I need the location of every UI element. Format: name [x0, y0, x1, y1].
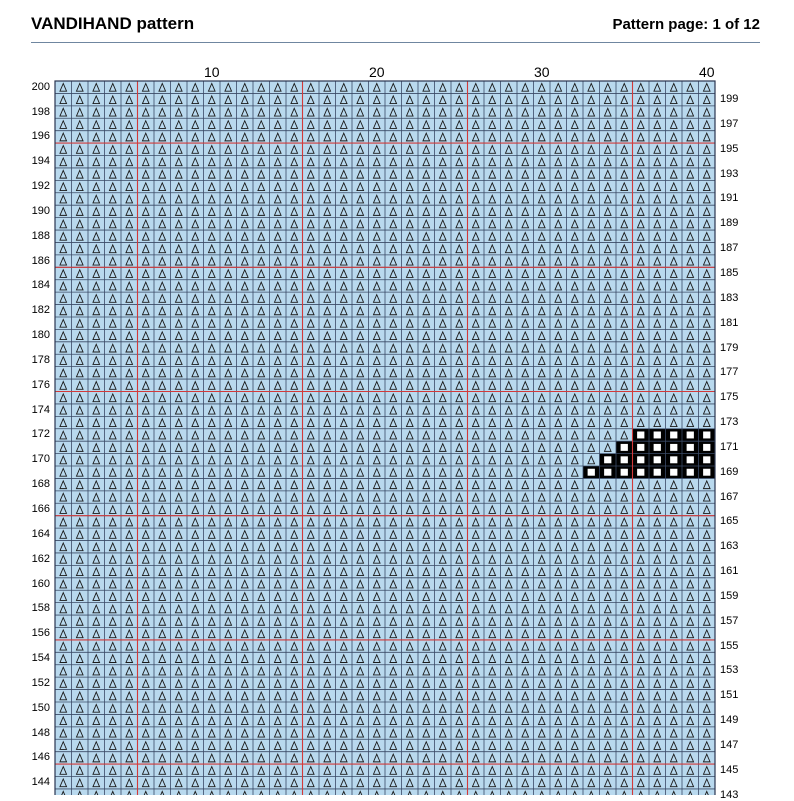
row-number-label-right: 171 — [720, 440, 739, 453]
row-number-label-left: 146 — [31, 751, 50, 764]
filled-stitch-symbol — [687, 469, 694, 476]
row-number-label-left: 160 — [31, 577, 50, 590]
row-number-label-left: 194 — [31, 155, 50, 168]
row-number-label-right: 185 — [720, 267, 739, 279]
row-number-label-left: 180 — [31, 329, 50, 342]
row-number-label-right: 169 — [720, 465, 739, 478]
row-number-label-right: 193 — [720, 167, 739, 180]
row-number-label-left: 166 — [31, 502, 50, 515]
row-number-label-right: 177 — [720, 366, 739, 379]
filled-stitch-symbol — [670, 469, 677, 476]
row-number-label-right: 159 — [720, 589, 739, 602]
row-number-label-left: 172 — [31, 428, 50, 441]
filled-stitch-symbol — [654, 469, 661, 476]
filled-stitch-symbol — [670, 444, 677, 451]
row-number-label-right: 183 — [720, 291, 739, 304]
filled-stitch-symbol — [687, 456, 694, 463]
row-number-label-left: 170 — [31, 453, 50, 466]
filled-stitch-symbol — [670, 456, 677, 463]
filled-stitch-symbol — [604, 456, 611, 463]
row-number-label-left: 168 — [31, 478, 50, 491]
row-number-label-right: 181 — [720, 316, 739, 329]
row-number-label-left: 162 — [31, 552, 50, 565]
row-number-label-right: 191 — [720, 192, 739, 205]
row-number-label-right: 195 — [720, 142, 739, 155]
row-number-label-right: 157 — [720, 614, 739, 627]
row-number-label-right: 147 — [720, 738, 739, 751]
row-number-label-left: 200 — [31, 80, 50, 93]
row-number-label-right: 187 — [720, 242, 739, 255]
filled-stitch-symbol — [703, 431, 710, 438]
row-number-label-right: 149 — [720, 714, 739, 727]
filled-stitch-symbol — [637, 469, 644, 476]
row-number-label-left: 174 — [31, 403, 50, 416]
row-number-label-right: 143 — [720, 788, 739, 801]
row-number-label-right: 165 — [720, 515, 739, 528]
filled-stitch-symbol — [588, 469, 595, 476]
row-number-label-right: 151 — [720, 689, 739, 702]
row-number-label-left: 190 — [31, 204, 50, 217]
row-number-label-right: 145 — [720, 763, 739, 776]
row-number-label-left: 184 — [31, 279, 50, 292]
row-number-label-right: 153 — [720, 664, 739, 677]
row-number-label-right: 163 — [720, 540, 739, 553]
row-number-label-right: 167 — [720, 490, 739, 503]
column-number-label: 30 — [533, 64, 550, 80]
row-number-label-left: 176 — [31, 378, 50, 391]
page-indicator: Pattern page: 1 of 12 — [612, 16, 760, 33]
row-number-label-left: 198 — [31, 105, 50, 118]
row-number-label-right: 197 — [720, 117, 739, 130]
row-number-label-right: 189 — [720, 217, 739, 230]
row-number-label-left: 192 — [31, 180, 50, 193]
row-number-label-left: 182 — [31, 304, 50, 317]
filled-stitch-symbol — [604, 469, 611, 476]
filled-stitch-symbol — [687, 444, 694, 451]
row-number-label-left: 196 — [31, 130, 50, 143]
filled-stitch-symbol — [703, 456, 710, 463]
row-number-label-left: 164 — [31, 527, 50, 540]
row-number-label-left: 178 — [31, 353, 50, 366]
row-number-label-left: 186 — [31, 254, 50, 267]
filled-stitch-symbol — [637, 431, 644, 438]
filled-stitch-symbol — [654, 431, 661, 438]
row-number-label-right: 199 — [720, 93, 739, 106]
filled-stitch-symbol — [621, 444, 628, 451]
filled-stitch-symbol — [637, 444, 644, 451]
filled-stitch-symbol — [670, 431, 677, 438]
row-number-label-right: 179 — [720, 341, 739, 354]
row-number-label-left: 156 — [31, 627, 50, 640]
row-number-label-left: 144 — [31, 776, 50, 789]
row-number-label-left: 154 — [31, 652, 50, 665]
filled-stitch-symbol — [621, 469, 628, 476]
row-number-label-left: 152 — [31, 676, 50, 689]
row-number-label-right: 155 — [720, 639, 739, 652]
row-number-label-left: 150 — [31, 701, 50, 714]
filled-stitch-symbol — [703, 444, 710, 451]
row-number-label-right: 175 — [720, 391, 739, 404]
row-number-label-left: 188 — [31, 229, 50, 242]
column-number-label: 10 — [203, 64, 220, 80]
filled-stitch-symbol — [654, 456, 661, 463]
column-number-label: 20 — [368, 64, 385, 80]
row-number-label-left: 148 — [31, 726, 50, 739]
row-number-label-right: 173 — [720, 416, 739, 429]
row-number-label-left: 158 — [31, 602, 50, 615]
column-number-label: 40 — [698, 64, 715, 80]
filled-stitch-symbol — [687, 431, 694, 438]
filled-stitch-symbol — [654, 444, 661, 451]
pattern-title: VANDIHAND pattern — [31, 14, 195, 33]
row-number-label-right: 161 — [720, 565, 739, 578]
filled-stitch-symbol — [703, 469, 710, 476]
filled-stitch-symbol — [637, 456, 644, 463]
filled-stitch-symbol — [621, 456, 628, 463]
